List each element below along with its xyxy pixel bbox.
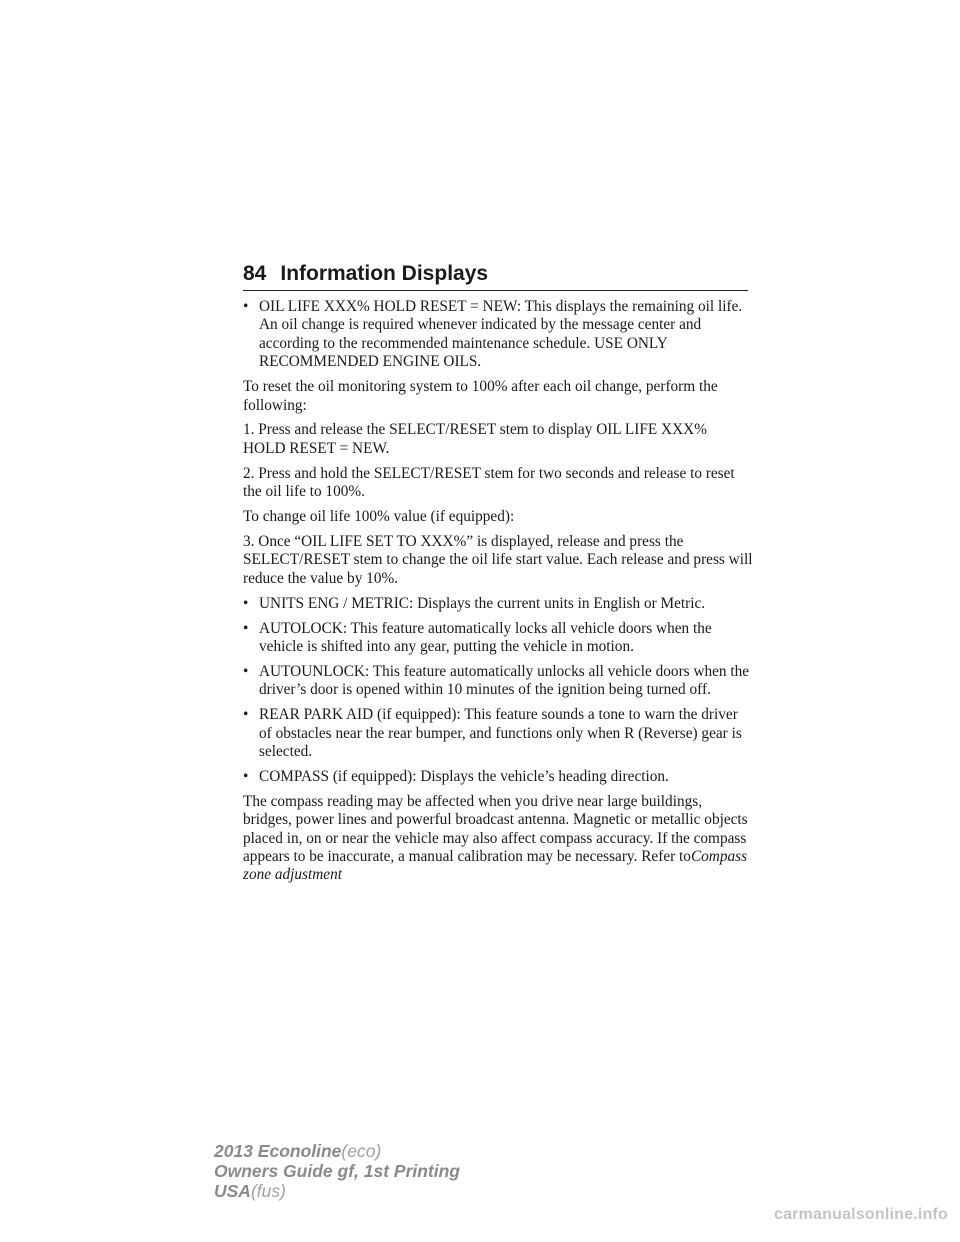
paragraph-reset-intro: To reset the oil monitoring system to 100% after each oil change, perform the following: xyxy=(243,378,718,414)
footer-region: USA xyxy=(214,1181,251,1201)
bullet-marker: • xyxy=(243,298,249,315)
bullet-text: UNITS ENG / METRIC: Displays the current units in English or Metric. xyxy=(259,594,706,612)
footer-line-3 xyxy=(214,1181,460,1201)
footer-line-1 xyxy=(214,1141,460,1161)
bullet-text: COMPASS (if equipped): Displays the vehicle’s heading direction. xyxy=(259,767,669,785)
paragraph-change-value: To change oil life 100% value (if equipped): xyxy=(243,508,515,526)
bullet-units xyxy=(243,595,753,613)
compass-zone-reference: Compass zone adjustment xyxy=(243,848,748,884)
section-title: Information Displays xyxy=(280,262,489,285)
bullet-text: AUTOUNLOCK: This feature automatically unlocks all vehicle doors when the driver’s door is opened within 10 minutes of the ignition being turned off. xyxy=(259,662,750,699)
bullet-marker: • xyxy=(243,706,249,724)
page-number: 84 xyxy=(243,262,267,285)
page-header xyxy=(243,256,748,291)
footer-model-code: (eco) xyxy=(341,1141,382,1161)
body-text xyxy=(243,298,753,891)
bullet-marker: • xyxy=(243,767,249,785)
footer-line-2 xyxy=(214,1161,460,1181)
print-footer xyxy=(214,1141,460,1201)
bullet-marker: • xyxy=(243,662,249,680)
bullet-rear-park-aid xyxy=(243,706,753,761)
bullet-text: REAR PARK AID (if equipped): This feature sounds a tone to warn the driver of obstacles near the rear bumper, and functions only when R (Reverse) gear is selected. xyxy=(259,706,742,761)
site-watermark: carmanualsonline.info xyxy=(773,1206,948,1223)
step-3: 3. Once “OIL LIFE SET TO XXX%” is displayed, release and press the SELECT/RESET stem to change the oil life start value. Each release and press will reduce the value by 10%. xyxy=(243,532,753,587)
bullet-marker: • xyxy=(243,619,249,637)
compass-paragraph-text: The compass reading may be affected when you drive near large buildings, bridges, power lines and powerful broadcast antenna. Magnetic or metallic objects placed in, on or near the vehicle may also affect compass accuracy. If the compass appears to be inaccurate, a manual calibration may be necessary. Refer to xyxy=(243,792,748,866)
bullet-autolock xyxy=(243,620,753,657)
bullet-text: OIL LIFE XXX% HOLD RESET = NEW: This displays the remaining oil life. An oil change is required whenever indicated by the message center and according to the recommended maintenance schedule. USE ONLY RECOMMENDED ENGINE OILS. xyxy=(259,298,743,371)
footer-region-code: (fus) xyxy=(250,1181,286,1201)
footer-guide: Owners Guide gf, 1st Printing xyxy=(214,1161,460,1181)
bullet-autounlock xyxy=(243,663,753,700)
step-1: 1. Press and release the SELECT/RESET stem to display OIL LIFE XXX% HOLD RESET = NEW. xyxy=(243,421,707,457)
step-2: 2. Press and hold the SELECT/RESET stem for two seconds and release to reset the oil life to 100%. xyxy=(243,464,735,501)
paragraph-compass-accuracy xyxy=(243,793,753,885)
bullet-oil-life xyxy=(243,298,753,372)
bullet-marker: • xyxy=(243,594,249,612)
bullet-text: AUTOLOCK: This feature automatically locks all vehicle doors when the vehicle is shifted into any gear, putting the vehicle in motion. xyxy=(259,619,712,655)
bullet-compass xyxy=(243,768,753,786)
footer-model: 2013 Econoline xyxy=(214,1141,342,1161)
